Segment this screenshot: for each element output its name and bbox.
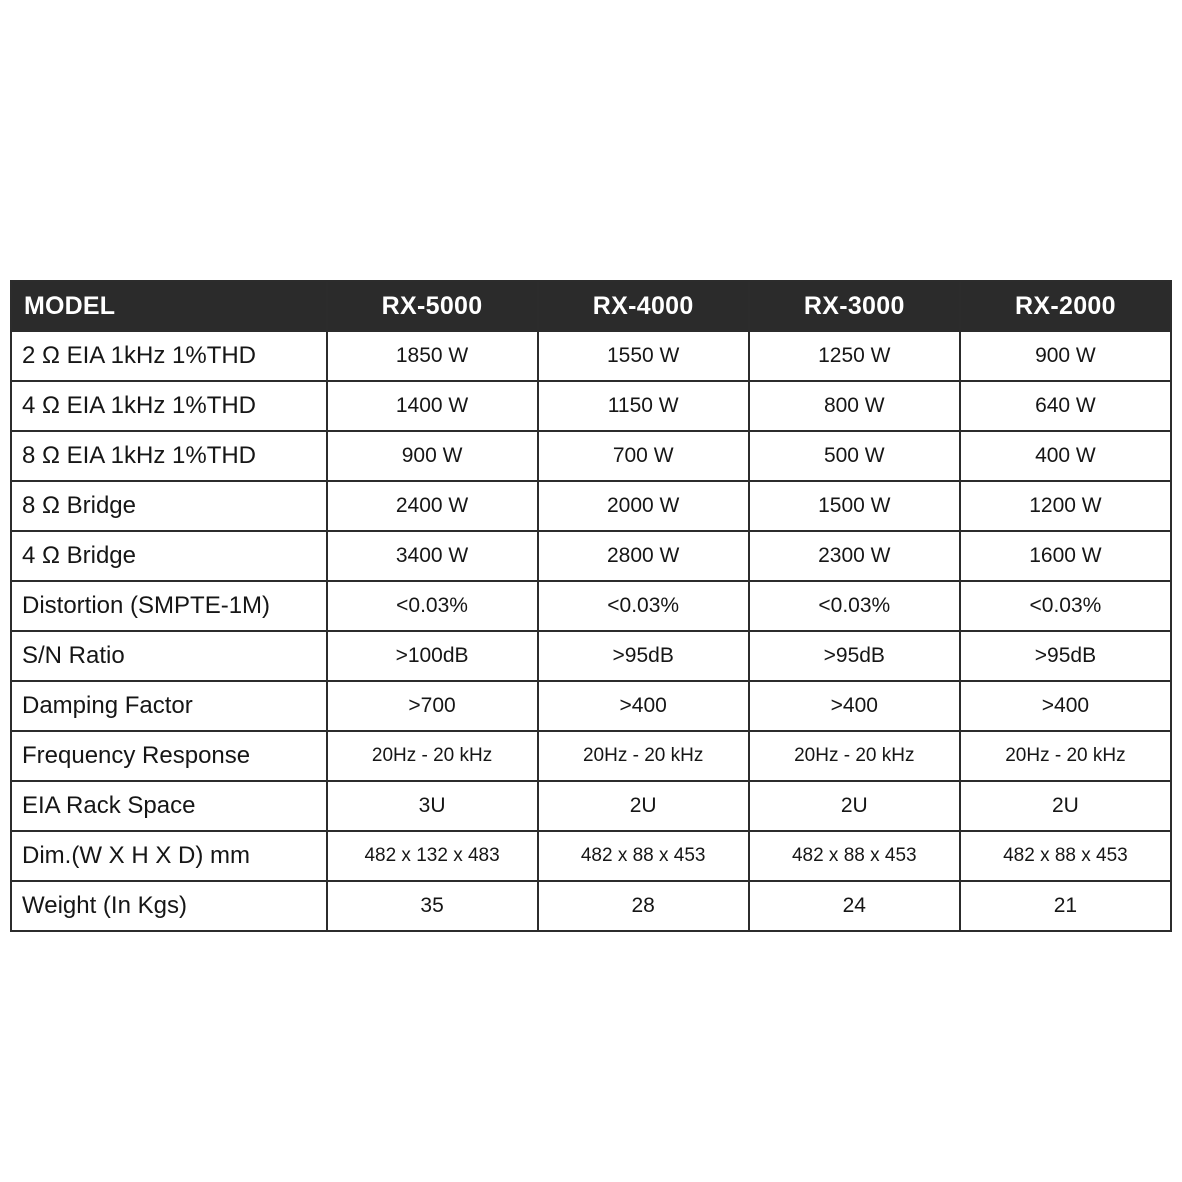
table-row bbox=[11, 431, 1171, 481]
column-header-rx-5000: RX-5000 bbox=[327, 281, 538, 331]
cell-value: 3U bbox=[327, 781, 538, 831]
cell-value: 2300 W bbox=[749, 531, 960, 581]
cell-value: 2800 W bbox=[538, 531, 749, 581]
row-label: Weight (In Kgs) bbox=[11, 881, 327, 931]
cell-value: 1550 W bbox=[538, 331, 749, 381]
cell-value: >400 bbox=[749, 681, 960, 731]
table-row bbox=[11, 481, 1171, 531]
cell-value: 20Hz - 20 kHz bbox=[749, 731, 960, 781]
column-header-rx-4000: RX-4000 bbox=[538, 281, 749, 331]
cell-value: 500 W bbox=[749, 431, 960, 481]
cell-value: 3400 W bbox=[327, 531, 538, 581]
cell-value: 900 W bbox=[960, 331, 1171, 381]
cell-value: 700 W bbox=[538, 431, 749, 481]
table-row bbox=[11, 681, 1171, 731]
cell-value: 400 W bbox=[960, 431, 1171, 481]
row-label: EIA Rack Space bbox=[11, 781, 327, 831]
cell-value: >100dB bbox=[327, 631, 538, 681]
cell-value: <0.03% bbox=[960, 581, 1171, 631]
row-label: 8 Ω EIA 1kHz 1%THD bbox=[11, 431, 327, 481]
table-row bbox=[11, 781, 1171, 831]
row-label: 4 Ω Bridge bbox=[11, 531, 327, 581]
cell-value: 482 x 88 x 453 bbox=[960, 831, 1171, 881]
cell-value: 21 bbox=[960, 881, 1171, 931]
column-header-rx-3000: RX-3000 bbox=[749, 281, 960, 331]
cell-value: 2000 W bbox=[538, 481, 749, 531]
row-label: 8 Ω Bridge bbox=[11, 481, 327, 531]
row-label: 4 Ω EIA 1kHz 1%THD bbox=[11, 381, 327, 431]
table-row bbox=[11, 631, 1171, 681]
cell-value: <0.03% bbox=[749, 581, 960, 631]
specifications-table-container bbox=[10, 280, 1172, 932]
table-header-row bbox=[11, 281, 1171, 331]
cell-value: 2U bbox=[538, 781, 749, 831]
cell-value: 20Hz - 20 kHz bbox=[538, 731, 749, 781]
cell-value: >400 bbox=[538, 681, 749, 731]
cell-value: 1500 W bbox=[749, 481, 960, 531]
cell-value: 24 bbox=[749, 881, 960, 931]
column-header-rx-2000: RX-2000 bbox=[960, 281, 1171, 331]
cell-value: 20Hz - 20 kHz bbox=[327, 731, 538, 781]
cell-value: 1150 W bbox=[538, 381, 749, 431]
row-label: Damping Factor bbox=[11, 681, 327, 731]
cell-value: 482 x 132 x 483 bbox=[327, 831, 538, 881]
table-row bbox=[11, 731, 1171, 781]
row-label: Distortion (SMPTE-1M) bbox=[11, 581, 327, 631]
cell-value: 482 x 88 x 453 bbox=[538, 831, 749, 881]
cell-value: >400 bbox=[960, 681, 1171, 731]
cell-value: >95dB bbox=[960, 631, 1171, 681]
table-row bbox=[11, 531, 1171, 581]
cell-value: 2400 W bbox=[327, 481, 538, 531]
cell-value: 1600 W bbox=[960, 531, 1171, 581]
table-header bbox=[11, 281, 1171, 331]
cell-value: 1400 W bbox=[327, 381, 538, 431]
table-row bbox=[11, 831, 1171, 881]
cell-value: 2U bbox=[749, 781, 960, 831]
cell-value: >95dB bbox=[749, 631, 960, 681]
specifications-table bbox=[10, 280, 1172, 932]
table-row bbox=[11, 381, 1171, 431]
column-header-model: MODEL bbox=[11, 281, 327, 331]
cell-value: 2U bbox=[960, 781, 1171, 831]
cell-value: 1200 W bbox=[960, 481, 1171, 531]
row-label: S/N Ratio bbox=[11, 631, 327, 681]
cell-value: 1850 W bbox=[327, 331, 538, 381]
table-row bbox=[11, 331, 1171, 381]
cell-value: 1250 W bbox=[749, 331, 960, 381]
row-label: Frequency Response bbox=[11, 731, 327, 781]
cell-value: 640 W bbox=[960, 381, 1171, 431]
row-label: Dim.(W X H X D) mm bbox=[11, 831, 327, 881]
table-body bbox=[11, 331, 1171, 931]
cell-value: 20Hz - 20 kHz bbox=[960, 731, 1171, 781]
table-row bbox=[11, 881, 1171, 931]
cell-value: <0.03% bbox=[538, 581, 749, 631]
cell-value: 482 x 88 x 453 bbox=[749, 831, 960, 881]
cell-value: >700 bbox=[327, 681, 538, 731]
cell-value: <0.03% bbox=[327, 581, 538, 631]
row-label: 2 Ω EIA 1kHz 1%THD bbox=[11, 331, 327, 381]
table-row bbox=[11, 581, 1171, 631]
cell-value: 900 W bbox=[327, 431, 538, 481]
cell-value: 35 bbox=[327, 881, 538, 931]
cell-value: 28 bbox=[538, 881, 749, 931]
cell-value: >95dB bbox=[538, 631, 749, 681]
cell-value: 800 W bbox=[749, 381, 960, 431]
